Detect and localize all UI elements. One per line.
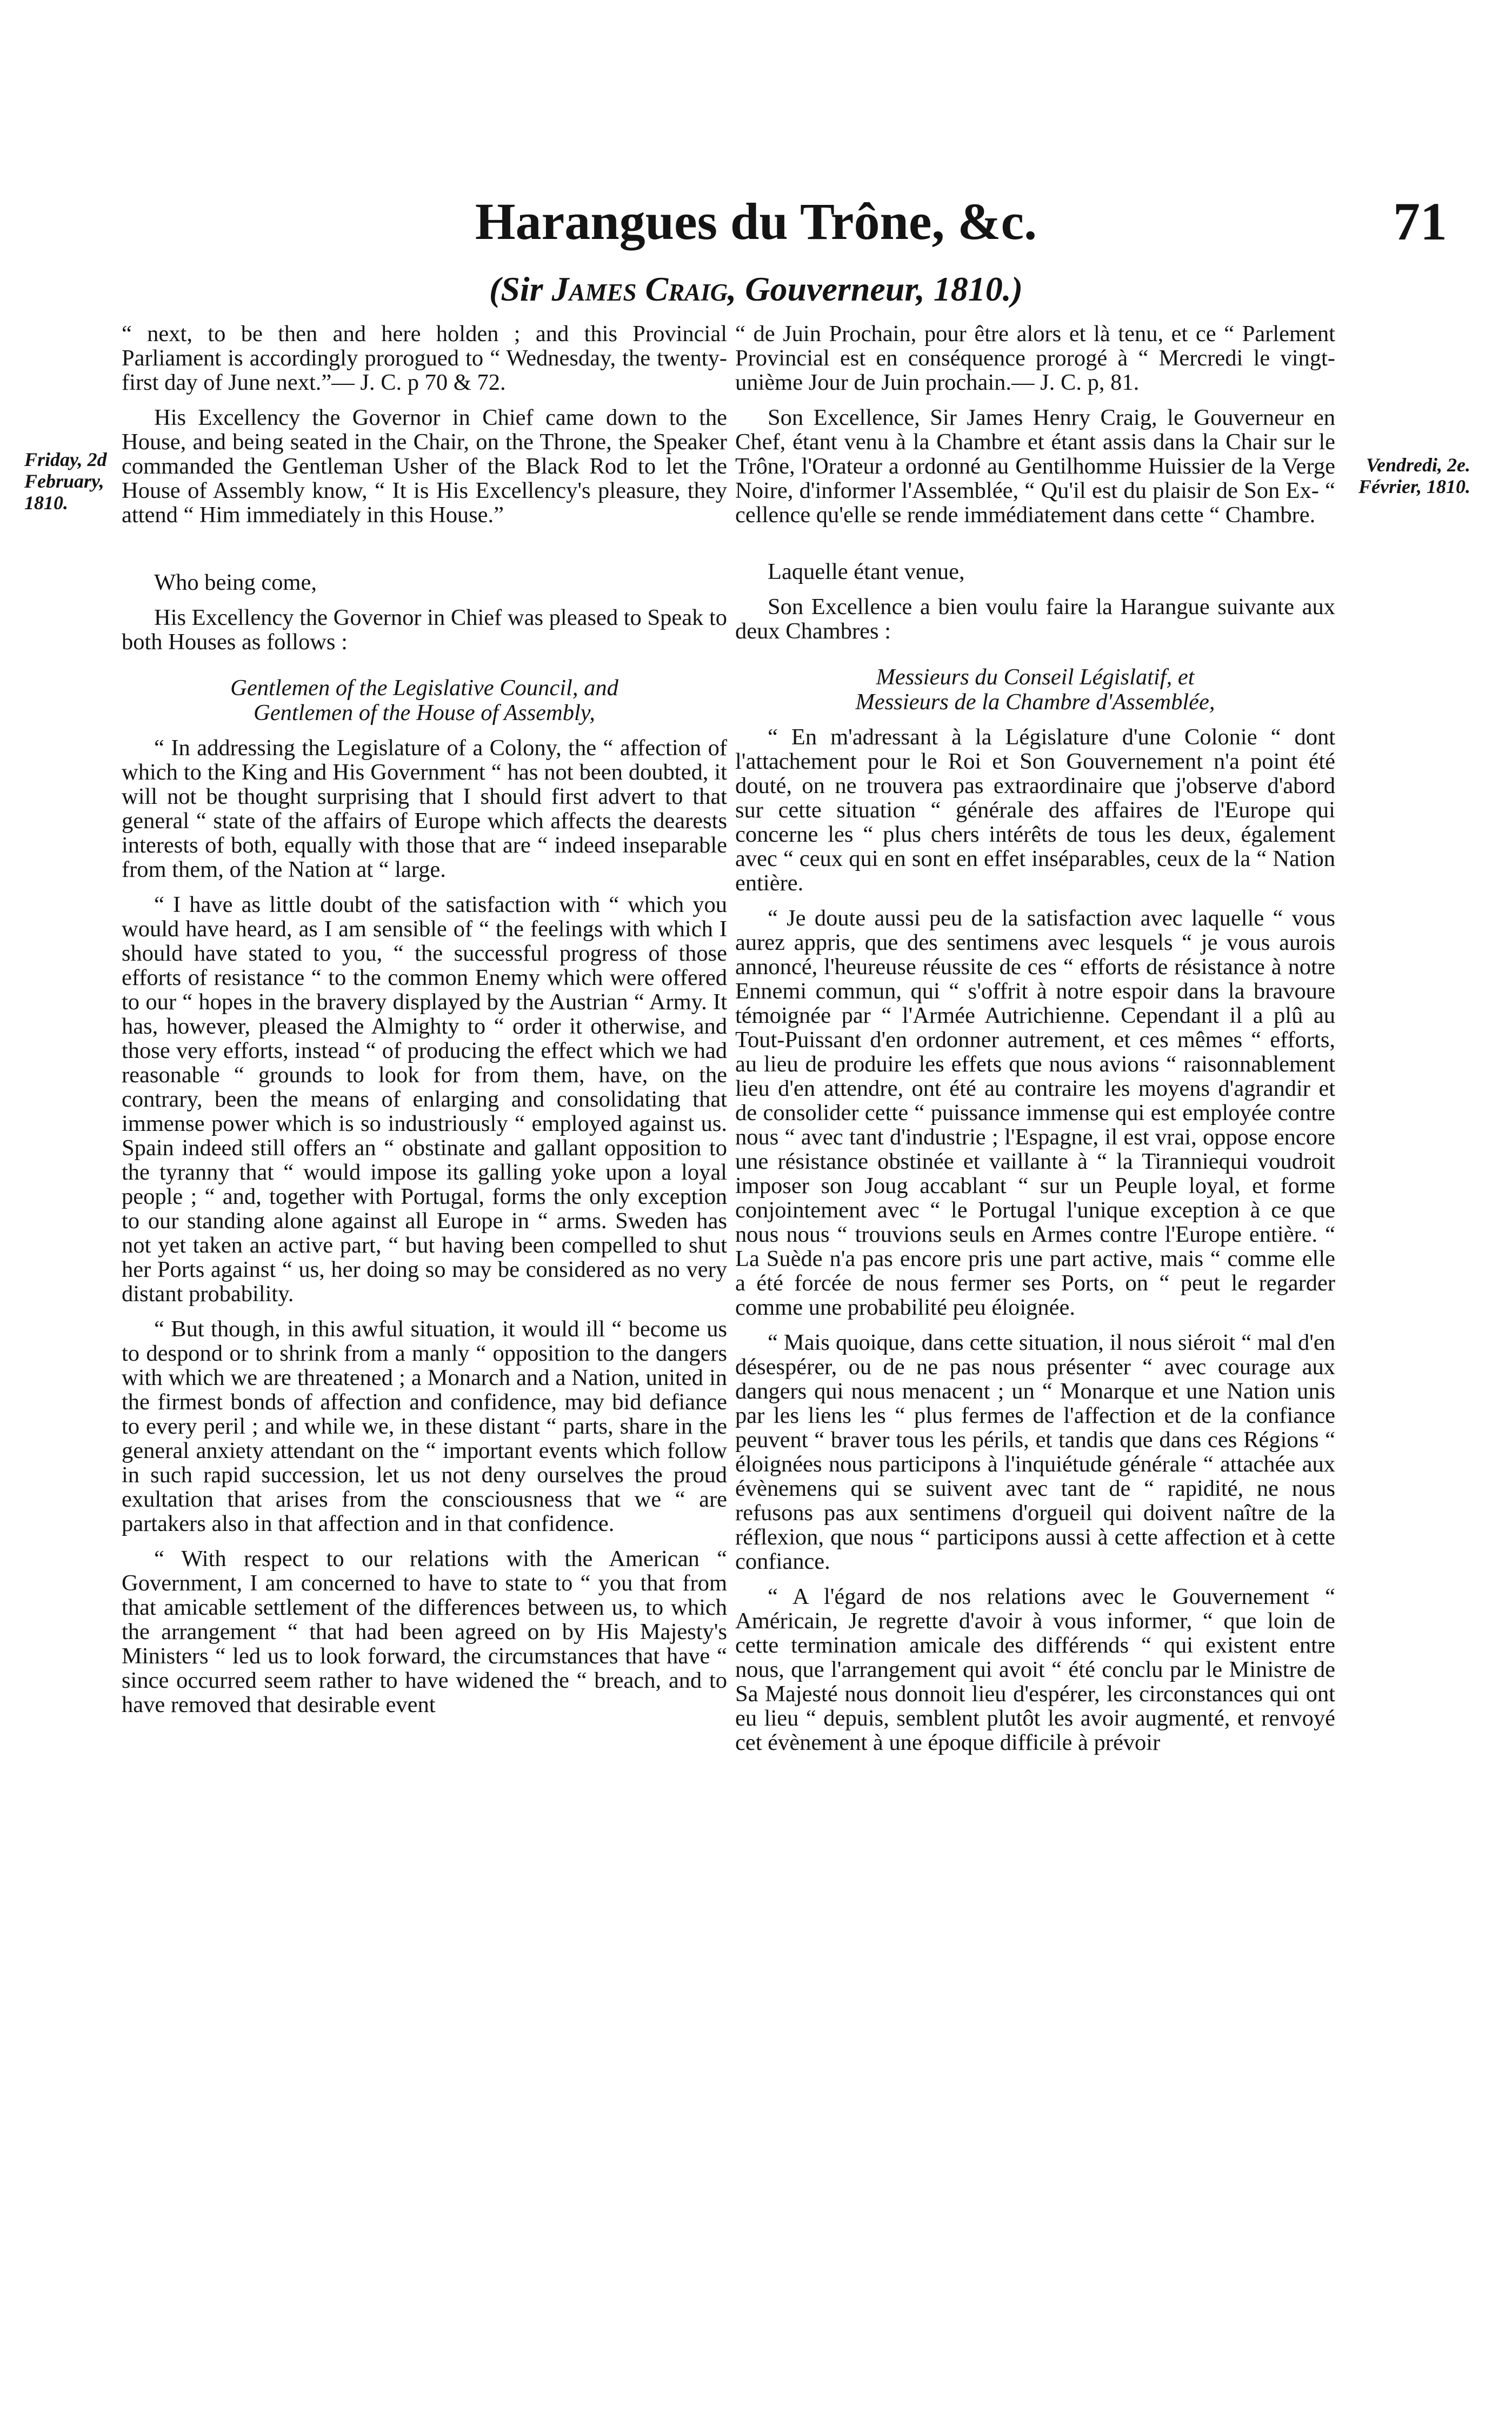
fr-address-assembly: Messieurs de la Chambre d'Assemblée, xyxy=(855,689,1215,715)
fr-paragraph-american-relations: “ A l'égard de nos relations avec le Gouvernement “ Américain, Je regrette d'avoir à vous informer, “ que loin de cette termination amicale des différends “ qui existent entre nous, que l'arrangement qui avoit “ été conclu par le Ministre de Sa Majesté nous donnoit lieu d'espérer, les circonstances qui ont eu lieu “ depuis, semblent plutôt les avoir augmenté, et renvoyé cet évènement à une époque difficile à prévoir xyxy=(735,1584,1335,1755)
fr-paragraph-speech-intro: Son Excellence a bien voulu faire la Harangue suivante aux deux Chambres : xyxy=(735,594,1335,644)
en-paragraph-speech-intro: His Excellency the Governor in Chief was pleased to Speak to both Houses as follows : xyxy=(122,605,727,655)
fr-paragraph-europe: “ En m'adressant à la Législature d'une Colonie “ dont l'attachement pour le Roi et Son Gouvernement n'a point été douté, on ne trouvera pas extraordinaire que j'observe d'abord sur cette situation “ générale des affaires de l'Europe qui concerne les “ plus chers intérêts de tous les deux, également avec “ ceux qui en sont en effet inséparables, ceux de la “ Nation entière. xyxy=(735,724,1335,896)
subtitle-prefix: (Sir xyxy=(489,270,552,308)
english-column xyxy=(122,322,727,1717)
fr-address-council: Messieurs du Conseil Législatif, et xyxy=(876,664,1195,690)
fr-paragraph-awful-situation: “ Mais quoique, dans cette situation, il nous siéroit “ mal d'en désespérer, ou de ne pas nous présenter “ avec courage aux dangers qui nous menacent ; un “ Monarque et une Nation unis par les liens les “ plus fermes de l'affection et de la confiance peuvent “ braver tous les périls, et tandis que dans ces Régions “ éloignées nous participons à l'inquiétude générale “ attachée aux évènemens qui se suivent avec tant de “ rapidité, ne nous refusons pas aux sentimens d'orgueil qui doivent naître de la réflexion, que nous “ participons aussi à cette affection et à cette confiance. xyxy=(735,1330,1335,1574)
en-paragraph-prorogation: “ next, to be then and here holden ; and this Provincial Parliament is accordingly prorogued to “ Wednesday, the twenty-first day of June next.”— J. C. p 70 & 72. xyxy=(122,321,727,395)
en-address-assembly: Gentlemen of the House of Assembly, xyxy=(254,700,595,725)
running-title: Harangues du Trône, &c. xyxy=(475,192,1037,250)
running-subtitle xyxy=(0,265,1512,314)
french-column xyxy=(735,322,1335,1755)
fr-paragraph-governor-arrives: Son Excellence, Sir James Henry Craig, le Gouverneur en Chef, étant venu à la Chambre et étant assis dans la Chair sur le Trône, l'Orateur a ordonné au Gentilhomme Huissier de la Verge Noire, d'informer l'Assemblée, “ Qu'il est du plaisir de Son Ex- “ cellence qu'elle se rende immédiatement dans cette “ Chambre. xyxy=(735,405,1335,528)
subtitle-suffix: , Gouverneur, 1810.) xyxy=(728,270,1023,308)
en-paragraph-europe: “ In addressing the Legislature of a Colony, the “ affection of which to the King and His Government “ has not been doubted, it will not be thought surprising that I should first advert to that general “ state of the affairs of Europe which affects the dearests interests of both, equally with those that are “ indeed inseparable from them, of the Nation at “ large. xyxy=(122,735,727,882)
subtitle-name: James Craig xyxy=(551,270,728,308)
en-paragraph-awful-situation: “ But though, in this awful situation, it would ill “ become us to despond or to shrink from a manly “ opposition to the dangers with which we are threatened ; a Monarch and a Nation, united in the firmest bonds of affection and confidence, may bid defiance to every peril ; and while we, in these distant “ parts, share in the general anxiety attendant on the “ important events which follow in such rapid succession, let us not deny ourselves the proud exultation that arises from the consciousness that we “ are partakers also in that affection and in that confidence. xyxy=(122,1316,727,1536)
en-paragraph-governor-arrives: His Excellency the Governor in Chief came down to the House, and being seated in the Chair, on the Throne, the Speaker commanded the Gentleman Usher of the Black Rod to let the House of Assembly know, “ It is His Excellency's pleasure, they attend “ Him immediately in this House.” xyxy=(122,405,727,528)
fr-paragraph-prorogation: “ de Juin Prochain, pour être alors et là tenu, et ce “ Parlement Provincial est en conséquence prorogé à “ Mercredi le vingt-unième Jour de Juin prochain.— J. C. p, 81. xyxy=(735,321,1335,395)
en-paragraph-who-being-come: Who being come, xyxy=(154,570,317,595)
en-paragraph-austria-spain: “ I have as little doubt of the satisfaction with “ which you would have heard, as I am sensible of “ the feelings with which I should have stated to you, “ the successful progress of those efforts of resistance “ to the common Enemy which were offered to our “ hopes in the bravery displayed by the Austrian “ Army. It has, however, pleased the Almighty to “ order it otherwise, and those very efforts, instead “ of producing the effect which we had reasonable “ grounds to look for from them, have, on the contrary, been the means of enlarging and consolidating that immense power which is so industriously “ employed against us. Spain indeed still offers an “ obstinate and gallant opposition to the tyranny that “ would impose its galling yoke upon a loyal people ; “ and, together with Portugal, forms the only exception to our standing alone against all Europe in “ arms. Sweden has not yet taken an active part, “ but having been compelled to shut her Ports against “ us, her doing so may be considered as no very distant probability. xyxy=(122,892,727,1307)
en-paragraph-american-relations: “ With respect to our relations with the American “ Government, I am concerned to have to state to “ you that from that amicable settlement of the differences between us, to which the arrangement “ that had been agreed on by His Majesty's Ministers “ led us to look forward, the circumstances that have “ since occurred seem rather to have widened the “ breach, and to have removed that desirable event xyxy=(122,1546,727,1717)
page-number: 71 xyxy=(1393,191,1447,251)
fr-paragraph-austria-spain: “ Je doute aussi peu de la satisfaction avec laquelle “ vous aurez appris, que des sentimens avec lesquels “ je vous aurois annoncé, l'heureuse réussite de ces “ efforts de résistance à notre Ennemi commun, qui “ s'offrit à notre espoir dans la bravoure témoignée par “ l'Armée Autrichienne. Cependant il a plû au Tout-Puissant d'en ordonner autrement, et ces mêmes “ efforts, au lieu de produire les effets que nous avions “ raisonnablement lieu d'en attendre, ont été au contraire les moyens d'agrandir et de consolider cette “ puissance immense qui est employée contre nous “ avec tant d'industrie ; l'Espagne, il est vrai, oppose encore une résistance obstinée et vaillante à “ la Tiranniequi voudroit imposer son Joug accablant “ sur un Peuple loyal, et forme conjointement avec “ le Portugal l'unique exception à ce que nous nous “ trouvions seuls en Armes contre l'Europe entière. “ La Suède n'a pas encore pris une part active, mais “ comme elle a été forcée de nous fermer ses Ports, on “ peut le regarder comme une probabilité peu éloignée. xyxy=(735,905,1335,1320)
fr-paragraph-laquelle-etant-venue: Laquelle étant venue, xyxy=(768,559,965,584)
en-address-council: Gentlemen of the Legislative Council, and xyxy=(230,675,618,701)
margin-date-french: Vendredi, 2e. Février, 1810. xyxy=(1358,454,1470,497)
margin-date-english: Friday, 2d February, 1810. xyxy=(24,449,107,514)
